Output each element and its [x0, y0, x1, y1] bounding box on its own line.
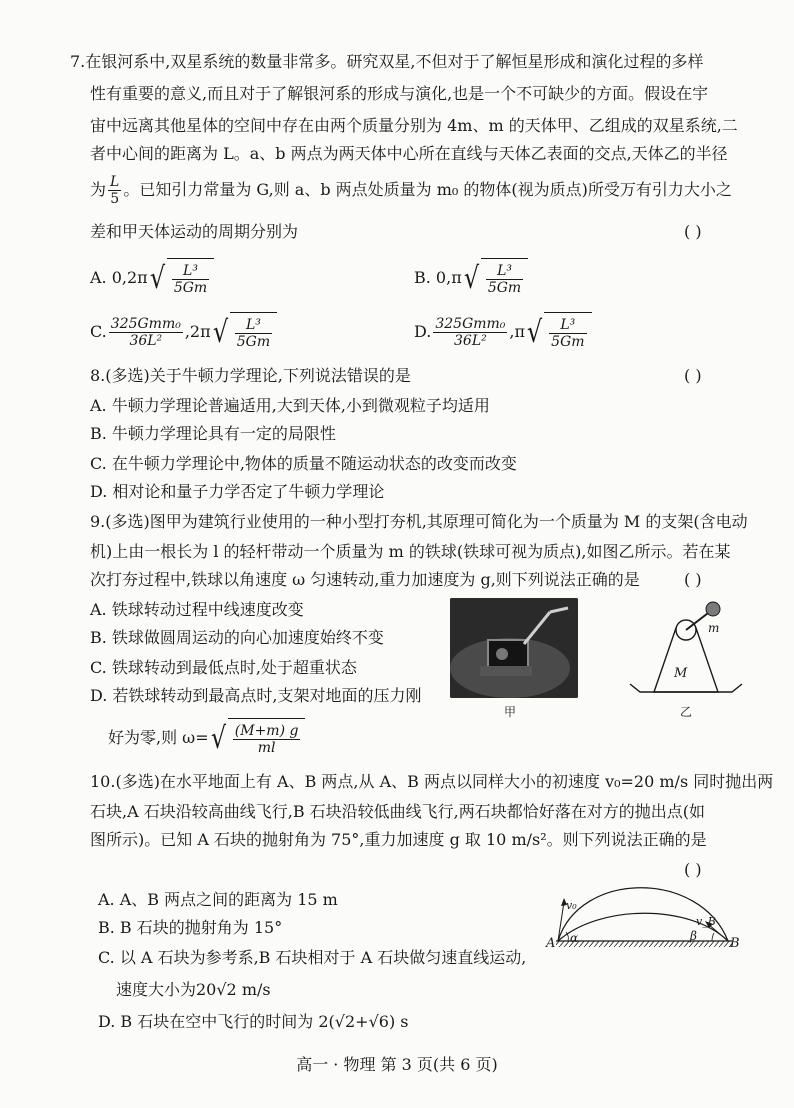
q8-answer-paren: ( ) — [684, 366, 702, 385]
q9-line-1: 9.(多选)图甲为建筑行业使用的一种小型打夯机,其原理可简化为一个质量为 M 的支架(含电动 — [90, 512, 748, 531]
fig-label-vB: v_B — [696, 915, 716, 928]
q7-option-b: B. 0,π√ $\frac{\text{L³}}{5Gm}$ — [414, 258, 528, 299]
fig-label-alpha: α — [570, 931, 579, 945]
q9-option-d-line-2: 好为零,则 ω=√ $\frac{(M+m) g}{ml}$ — [108, 718, 305, 759]
q8-option-d: D. 相对论和量子力学否定了牛顿力学理论 — [90, 482, 385, 501]
q10-option-d: D. B 石块在空中飞行的时间为 2(√2+√6) s — [98, 1012, 409, 1031]
q9-answer-paren: ( ) — [684, 570, 702, 589]
q10-line-1: 10.(多选)在水平地面上有 A、B 两点,从 A、B 两点以同样大小的初速度 v₀=20 m/s 同时抛出两 — [90, 772, 774, 791]
compactor-photo-drawing — [450, 598, 578, 698]
q7-line-5-pre: 为 — [90, 180, 107, 199]
q7-line-3: 宙中远离其他星体的空间中存在由两个质量分别为 4m、m 的天体甲、乙组成的双星系统,二 — [90, 116, 738, 135]
q7-option-a: A. 0,2π√ $\frac{\text{L³}}{5Gm}$ — [90, 258, 214, 299]
fig-label-beta: β — [690, 929, 697, 943]
q7-line-5 — [90, 172, 732, 208]
q8-option-a: A. 牛顿力学理论普遍适用,大到天体,小到微观粒子均适用 — [90, 396, 490, 415]
q9-line-3: 次打夯过程中,铁球以角速度 ω 匀速转动,重力加速度为 g,则下列说法正确的是 — [90, 570, 640, 589]
q7-line-4: 者中心间的距离为 L。a、b 两点为两天体中心所在直线与天体乙表面的交点,天体乙的半径 — [90, 144, 728, 163]
q7-line-6: 差和甲天体运动的周期分别为 — [90, 222, 299, 241]
fig-jia-caption: 甲 — [504, 705, 517, 719]
q10-line-2: 石块,A 石块沿较高曲线飞行,B 石块沿较低曲线飞行,两石块都恰好落在对方的抛出点(如 — [90, 802, 705, 821]
q7-option-c: C. $\frac{\text{325Gmm₀}}{\text{36L²}}$ ,2π√ $\frac{\text{L³}}{5Gm}$ — [90, 312, 277, 353]
fig-yi-label-m: m — [708, 621, 720, 635]
compactor-photo — [450, 598, 578, 698]
q7-answer-paren: ( ) — [684, 222, 702, 241]
q9-line-2: 机)上由一根长为 l 的轻杆带动一个质量为 m 的铁球(铁球可视为质点),如图乙所示。若在某 — [90, 542, 731, 561]
q9-option-c: C. 铁球转动到最低点时,处于超重状态 — [90, 658, 357, 677]
compactor-schematic — [626, 598, 746, 708]
fig-yi-label-M: M — [674, 666, 688, 681]
q9-option-b: B. 铁球做圆周运动的向心加速度始终不变 — [90, 628, 384, 647]
fig-label-A: A — [546, 936, 556, 951]
q7-line-1: 7.在银河系中,双星系统的数量非常多。研究双星,不但对于了解恒星形成和演化过程的多样 — [70, 52, 704, 71]
q10-option-a: A. A、B 两点之间的距离为 15 m — [98, 890, 338, 909]
q8-option-b: B. 牛顿力学理论具有一定的局限性 — [90, 424, 336, 443]
q10-option-b: B. B 石块的抛射角为 15° — [98, 918, 283, 937]
page-footer: 高一 · 物理 第 3 页(共 6 页) — [296, 1055, 498, 1074]
q7-option-d: D. $\frac{\text{325Gmm₀}}{\text{36L²}}$ ,π√ $\frac{\text{L³}}{5Gm}$ — [414, 312, 592, 353]
q9-option-d-line-1: D. 若铁球转动到最高点时,支架对地面的压力刚 — [90, 686, 422, 705]
q10-option-c-line-1: C. 以 A 石块为参考系,B 石块相对于 A 石块做匀速直线运动, — [98, 948, 527, 967]
q8-stem: 8.(多选)关于牛顿力学理论,下列说法错误的是 — [90, 366, 411, 385]
q10-answer-paren: ( ) — [684, 860, 702, 879]
fig-label-v0: v₀ — [566, 899, 577, 912]
q7-radius-fraction: $\frac{L}{5}$ — [110, 174, 120, 207]
q7-line-2: 性有重要的意义,而且对于了解银河系的形成与演化,也是一个不可缺少的方面。假设在宇 — [90, 84, 709, 103]
fig-label-B: B — [730, 936, 740, 951]
q8-option-c: C. 在牛顿力学理论中,物体的质量不随运动状态的改变而改变 — [90, 454, 517, 473]
q7-line-5-post: 。已知引力常量为 G,则 a、b 两点处质量为 m₀ 的物体(视为质点)所受万有引力大小之 — [123, 180, 732, 199]
q9-option-a: A. 铁球转动过程中线速度改变 — [90, 600, 304, 619]
q10-option-c-line-2: 速度大小为20√2 m/s — [116, 980, 271, 999]
q10-line-3: 图所示)。已知 A 石块的抛射角为 75°,重力加速度 g 取 10 m/s²。则下列说法正确的是 — [90, 830, 707, 849]
fig-yi-caption: 乙 — [680, 705, 693, 719]
